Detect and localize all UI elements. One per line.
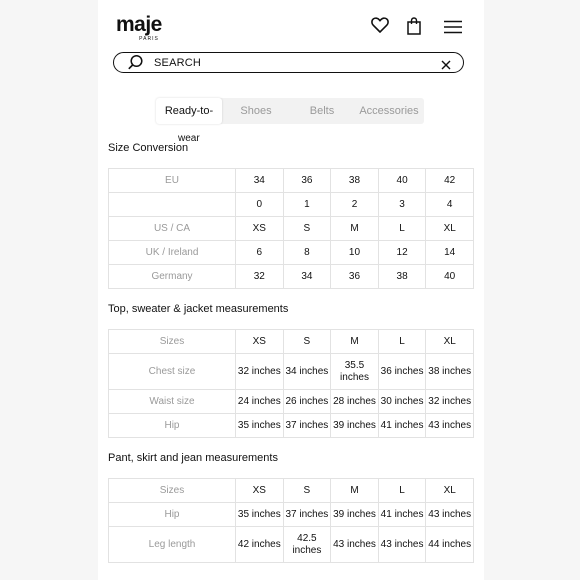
row-label: Sizes — [109, 479, 236, 503]
table-cell: 37 inches — [283, 414, 331, 438]
table-cell: L — [378, 217, 426, 241]
table-row — [109, 414, 474, 438]
table-cell: 34 inches — [283, 354, 331, 390]
tab-label: Accessories — [359, 105, 419, 117]
table-cell: 8 — [283, 241, 331, 265]
row-label: Hip — [109, 503, 236, 527]
table-row — [109, 503, 474, 527]
tab-accessories[interactable] — [354, 98, 424, 124]
table-cell: 38 — [331, 169, 379, 193]
table-cell: 40 — [426, 265, 474, 289]
table-row — [109, 527, 474, 563]
table-cell: 35 inches — [236, 414, 284, 438]
table-cell: 39 inches — [331, 503, 379, 527]
table-row — [109, 217, 474, 241]
table-cell: XL — [426, 330, 474, 354]
row-label: EU — [109, 169, 236, 193]
row-label: Leg length — [109, 527, 236, 563]
tab-label-overflow: wear — [178, 133, 200, 144]
table-row — [109, 330, 474, 354]
size-guide-page — [98, 0, 484, 580]
table-cell: XS — [236, 217, 284, 241]
close-icon[interactable] — [441, 57, 451, 75]
table-cell: XS — [236, 330, 284, 354]
row-label: Hip — [109, 414, 236, 438]
table-row — [109, 265, 474, 289]
brand-name: maje — [116, 13, 162, 36]
table-cell: L — [378, 479, 426, 503]
row-label: US / CA — [109, 217, 236, 241]
table-cell: S — [283, 479, 331, 503]
table-cell: 40 — [378, 169, 426, 193]
section-title-size-conversion: Size Conversion — [108, 142, 189, 154]
table-cell: 41 inches — [378, 414, 426, 438]
row-label: Waist size — [109, 390, 236, 414]
table-cell: 42.5 inches — [283, 527, 331, 563]
table-cell: 10 — [331, 241, 379, 265]
table-cell: 28 inches — [331, 390, 379, 414]
section-title-top-measurements: Top, sweater & jacket measurements — [108, 303, 289, 315]
table-cell: 0 — [236, 193, 284, 217]
table-cell: 36 inches — [378, 354, 426, 390]
search-bar[interactable] — [113, 52, 464, 73]
table-row — [109, 354, 474, 390]
table-cell: XS — [236, 479, 284, 503]
table-cell: M — [331, 479, 379, 503]
table-cell: 38 inches — [426, 354, 474, 390]
top-measurements-table — [108, 329, 474, 438]
table-cell: 43 inches — [331, 527, 379, 563]
table-cell: 35 inches — [236, 503, 284, 527]
table-cell: M — [331, 217, 379, 241]
size-conversion-table — [108, 168, 474, 289]
table-row — [109, 390, 474, 414]
tab-label: Shoes — [240, 105, 272, 117]
table-row — [109, 193, 474, 217]
table-cell: 12 — [378, 241, 426, 265]
tab-shoes[interactable] — [222, 98, 290, 124]
tab-ready-to-wear[interactable] — [156, 98, 222, 124]
table-cell: 43 inches — [426, 414, 474, 438]
table-cell: 6 — [236, 241, 284, 265]
tab-belts[interactable] — [290, 98, 354, 124]
table-cell: S — [283, 330, 331, 354]
table-row — [109, 479, 474, 503]
table-cell: 39 inches — [331, 414, 379, 438]
table-cell: M — [331, 330, 379, 354]
row-label: Germany — [109, 265, 236, 289]
row-label: UK / Ireland — [109, 241, 236, 265]
table-row — [109, 169, 474, 193]
table-cell: 1 — [283, 193, 331, 217]
hamburger-menu-icon[interactable] — [442, 18, 464, 36]
table-cell: 24 inches — [236, 390, 284, 414]
row-label: Chest size — [109, 354, 236, 390]
table-cell: 30 inches — [378, 390, 426, 414]
table-cell: 2 — [331, 193, 379, 217]
table-cell: XL — [426, 217, 474, 241]
brand-logo[interactable] — [116, 14, 176, 42]
table-cell: 43 inches — [378, 527, 426, 563]
table-cell: 32 inches — [236, 354, 284, 390]
heart-icon[interactable] — [368, 14, 392, 36]
table-cell: 32 inches — [426, 390, 474, 414]
table-cell: 26 inches — [283, 390, 331, 414]
table-cell: 44 inches — [426, 527, 474, 563]
table-cell: 4 — [426, 193, 474, 217]
table-cell: 14 — [426, 241, 474, 265]
section-title-pant-measurements: Pant, skirt and jean measurements — [108, 452, 278, 464]
table-cell: 38 — [378, 265, 426, 289]
table-cell: 32 — [236, 265, 284, 289]
table-cell: 35.5 inches — [331, 354, 379, 390]
tab-label: Belts — [309, 105, 335, 117]
table-cell: S — [283, 217, 331, 241]
table-cell: 34 — [283, 265, 331, 289]
row-label: Sizes — [109, 330, 236, 354]
brand-sub: PARIS — [139, 36, 159, 42]
tab-label: Ready-to- — [164, 105, 214, 117]
table-cell: 42 inches — [236, 527, 284, 563]
category-tabs — [156, 98, 424, 124]
table-row — [109, 241, 474, 265]
shopping-bag-icon[interactable] — [404, 14, 424, 38]
table-cell: 42 — [426, 169, 474, 193]
pant-measurements-table — [108, 478, 474, 563]
search-input[interactable]: SEARCH — [154, 57, 202, 69]
table-cell: 43 inches — [426, 503, 474, 527]
row-label — [109, 193, 236, 217]
table-cell: L — [378, 330, 426, 354]
table-cell: 36 — [331, 265, 379, 289]
table-cell: 34 — [236, 169, 284, 193]
table-cell: 3 — [378, 193, 426, 217]
table-cell: 36 — [283, 169, 331, 193]
table-cell: 37 inches — [283, 503, 331, 527]
table-cell: 41 inches — [378, 503, 426, 527]
search-icon — [127, 54, 144, 76]
table-cell: XL — [426, 479, 474, 503]
